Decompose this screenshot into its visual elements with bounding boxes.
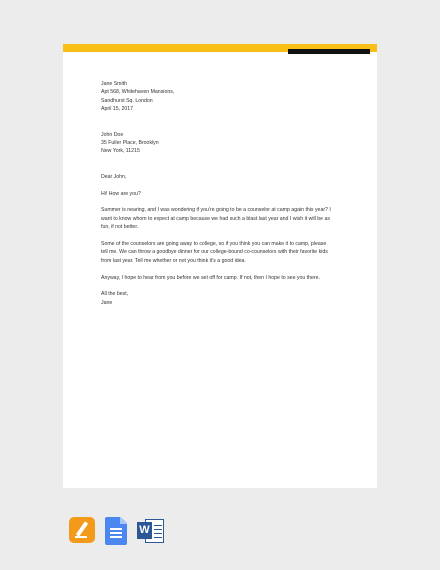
recipient-block [101,131,341,156]
paragraph-3-line: Anyway, I hope to hear from you before we set off for camp. If not, then I hope to see you there. [101,274,320,281]
greeting [101,190,341,198]
text-line-glyph [110,528,122,530]
signature: Jane [101,299,113,306]
salutation-text: Dear John, [101,173,127,180]
format-icons-row [69,517,165,545]
greeting-text: Hi! How are you? [101,190,141,197]
sender-name: Jane Smith [101,81,127,87]
paragraph-1-line: want to know whom to expect at camp because we had such a blast last year and I wish it will be as [101,215,330,222]
google-docs-icon[interactable] [105,517,127,545]
paragraph-2-line: Some of the counselors are going away to college, so if you think you can make it to camp, please [101,241,327,248]
pen-glyph [76,521,88,536]
paragraph-1-line: fun, if not better. [101,224,139,231]
sender-address-line1: Apt 568, Whitehaven Mansions, [101,89,175,96]
paragraph-2-line: from last year. Tell me whether or not you think it’s a good idea. [101,257,246,264]
paragraph-3 [101,274,341,282]
letter-page [63,44,377,488]
valediction: All the best, [101,291,129,298]
paragraph-1 [101,206,341,231]
paragraph-2 [101,240,341,265]
header-dark-bar [288,49,370,54]
recipient-name: John Doe [101,131,124,138]
paragraph-1-line: Summer is nearing, and I was wondering if you’re going to be a counselor at camp again this year? I [101,207,331,214]
letter-body [101,80,341,307]
underline-glyph [75,536,87,538]
recipient-address-line1: 35 Fuller Place, Brooklyn [101,140,159,147]
paragraph-2-line: tell me. We can throw a goodbye dinner for our college-bound co-counselors with their favorite kids [101,249,328,256]
closing-block [101,290,341,307]
text-line-glyph [110,536,122,538]
word-badge: W [137,522,152,539]
word-icon[interactable] [137,517,165,545]
recipient-address-line2: New York, 11215 [101,148,140,155]
pages-icon[interactable] [69,517,95,543]
sender-block [101,80,341,114]
letter-date: April 15, 2017 [101,106,134,113]
text-line-glyph [110,532,122,534]
page-fold [120,517,127,524]
salutation [101,173,341,181]
sender-address-line2: Sandhurst Sq. London [101,97,153,104]
